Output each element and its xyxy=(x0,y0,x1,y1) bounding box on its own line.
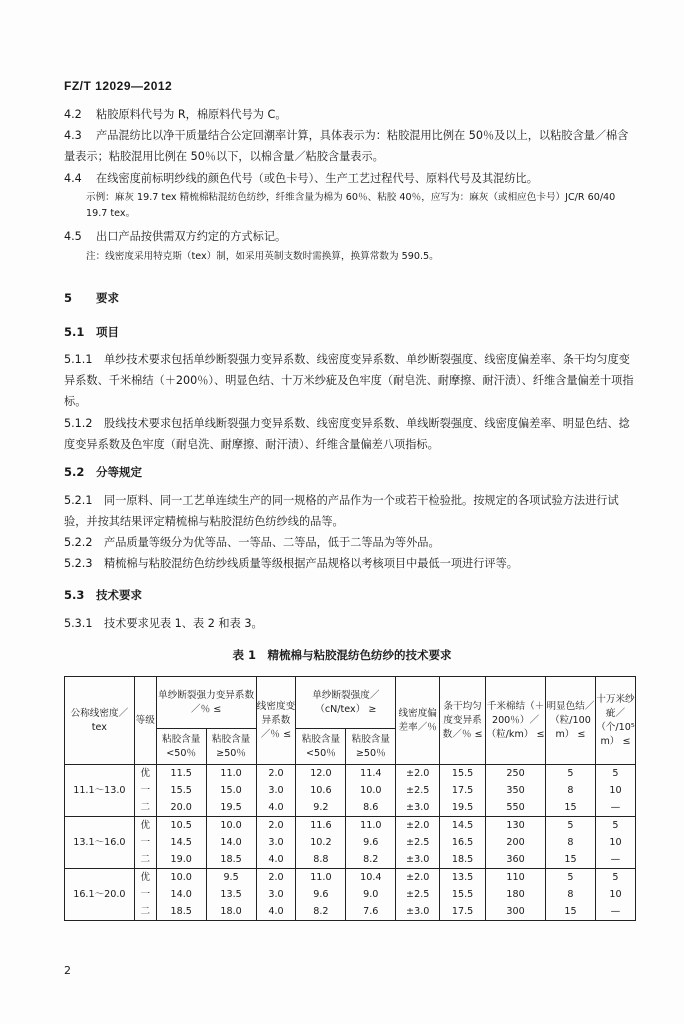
table-cell: ±2.0 xyxy=(396,869,440,887)
table-cell: 10.4 xyxy=(346,869,396,887)
clause-number: 4.2 xyxy=(64,108,82,121)
example-text: 示例：麻灰 19.7 tex 精梳棉粘混纺色纺纱，纤维含量为棉为 60％、粘胶 40％，应写为：麻灰（或相应色卡号）JC/R 60/40 19.7 tex。 xyxy=(86,192,616,219)
table-cell: — xyxy=(595,851,635,869)
clause-text: 精梳棉与粘胶混纺色纺纱线质量等级根据产品规格以考核项目中最低一项进行评等。 xyxy=(104,557,518,570)
section-title: 技术要求 xyxy=(96,588,142,602)
section-number: 5 xyxy=(64,291,73,305)
table-cell: 180 xyxy=(486,886,546,903)
clause-number: 5.2.1 xyxy=(64,494,93,507)
note-text: 注：线密度采用特克斯（tex）制，如采用英制支数时需换算，换算常数为 590.5。 xyxy=(86,251,439,262)
table-cell: 15.0 xyxy=(206,782,256,799)
table-cell: 11.5 xyxy=(156,765,206,783)
table-cell: ±2.0 xyxy=(396,817,440,835)
table-cell: 19.5 xyxy=(440,799,486,817)
clause-text: 产品混纺比以净干质量结合公定回潮率计算，具体表示为：粘胶混用比例在 50％及以上，以粘胶含量／棉含量表示；粘胶混用比例在 50％以下，以棉含量／粘胶含量表示。 xyxy=(64,129,629,163)
clause-4-3 xyxy=(64,125,634,167)
table-cell: 10.0 xyxy=(156,869,206,887)
table-cell: 11.0 xyxy=(346,817,396,835)
table-row xyxy=(65,834,636,851)
table-cell: 4.0 xyxy=(256,799,296,817)
section-number: 5.2 xyxy=(64,465,85,479)
table-cell: 14.5 xyxy=(156,834,206,851)
clause-4-2 xyxy=(64,104,634,125)
table-cell: 10.0 xyxy=(346,782,396,799)
table-row xyxy=(65,765,636,783)
table-cell: 4.0 xyxy=(256,903,296,921)
clause-number: 5.2.2 xyxy=(64,536,93,549)
table-cell: 12.0 xyxy=(296,765,346,783)
sub-header-ten-ge50: 粘胶含量 ≥50％ xyxy=(346,729,396,765)
table-row xyxy=(65,799,636,817)
table-cell: ±2.0 xyxy=(396,765,440,783)
table-cell: 3.0 xyxy=(256,782,296,799)
col-header-cv-strength: 单纱断裂强力变异系数／％ ≤ xyxy=(156,677,256,729)
table-cell: 一 xyxy=(134,782,156,799)
table-cell: 19.5 xyxy=(206,799,256,817)
density-range-cell: 13.1～16.0 xyxy=(65,817,135,869)
table-cell: 17.5 xyxy=(440,782,486,799)
sub-header-cv-lt50: 粘胶含量 <50％ xyxy=(156,729,206,765)
table-row xyxy=(65,782,636,799)
table-cell: 18.5 xyxy=(206,851,256,869)
table-cell: 8.2 xyxy=(296,903,346,921)
table-row xyxy=(65,817,636,835)
table-cell: 9.6 xyxy=(346,834,396,851)
table-cell: 5 xyxy=(545,869,595,887)
table-cell: 2.0 xyxy=(256,817,296,835)
table-cell: 200 xyxy=(486,834,546,851)
table-cell: 16.5 xyxy=(440,834,486,851)
table-cell: ±2.5 xyxy=(396,834,440,851)
table-row xyxy=(65,886,636,903)
table-cell: 二 xyxy=(134,903,156,921)
table-row xyxy=(65,903,636,921)
table-cell: 10.2 xyxy=(296,834,346,851)
table-cell: 8 xyxy=(545,782,595,799)
table-cell: 9.0 xyxy=(346,886,396,903)
sub-header-ten-lt50: 粘胶含量 <50％ xyxy=(296,729,346,765)
col-header-deviation: 线密度偏差率／％ xyxy=(396,677,440,765)
table-cell: 250 xyxy=(486,765,546,783)
section-title: 项目 xyxy=(96,325,119,339)
table-cell: 13.5 xyxy=(440,869,486,887)
table-cell: 15 xyxy=(545,851,595,869)
table-cell: 二 xyxy=(134,851,156,869)
table-cell: 10 xyxy=(595,782,635,799)
clause-4-5 xyxy=(64,226,634,247)
clause-number: 4.5 xyxy=(64,230,82,243)
table-cell: 一 xyxy=(134,886,156,903)
table-cell: 8.6 xyxy=(346,799,396,817)
table-cell: 360 xyxy=(486,851,546,869)
density-range-cell: 11.1～13.0 xyxy=(65,765,135,817)
table-cell: 5 xyxy=(545,817,595,835)
table-cell: 11.6 xyxy=(296,817,346,835)
table-cell: 10.5 xyxy=(156,817,206,835)
sub-header-cv-ge50: 粘胶含量 ≥50％ xyxy=(206,729,256,765)
table-cell: 11.0 xyxy=(206,765,256,783)
clause-number: 4.3 xyxy=(64,129,82,142)
table-cell: 9.2 xyxy=(296,799,346,817)
table-cell: 15.5 xyxy=(156,782,206,799)
page-number: 2 xyxy=(64,964,71,977)
table-cell: 9.6 xyxy=(296,886,346,903)
table-cell: 9.5 xyxy=(206,869,256,887)
table-cell: 20.0 xyxy=(156,799,206,817)
table-cell: 8 xyxy=(545,834,595,851)
clause-5-1-2 xyxy=(64,413,634,455)
col-header-evenness: 条干均匀度变异系数／％ ≤ xyxy=(440,677,486,765)
table-caption: 表 1 精梳棉与粘胶混纺色纺纱的技术要求 xyxy=(232,648,452,662)
table-cell: 二 xyxy=(134,799,156,817)
table-cell: 350 xyxy=(486,782,546,799)
table-cell: 550 xyxy=(486,799,546,817)
table-cell: 5 xyxy=(595,869,635,887)
table-cell: 13.5 xyxy=(206,886,256,903)
clause-text: 股线技术要求包括单线断裂强力变异系数、线密度变异系数、单线断裂强度、线密度偏差率、明显色结、捻度变异系数及色牢度（耐皂洗、耐摩擦、耐汗渍）、纤维含量偏差八项指标。 xyxy=(64,417,630,451)
table-cell: 优 xyxy=(134,869,156,887)
table-cell: 8.8 xyxy=(296,851,346,869)
clause-number: 5.2.3 xyxy=(64,557,93,570)
section-5-heading xyxy=(64,290,119,306)
table-cell: 4.0 xyxy=(256,851,296,869)
section-5-2-heading xyxy=(64,464,142,480)
clause-5-2-3 xyxy=(64,553,634,574)
table-cell: 17.5 xyxy=(440,903,486,921)
table-cell: 15 xyxy=(545,903,595,921)
table-cell: 7.6 xyxy=(346,903,396,921)
table-cell: 14.0 xyxy=(156,886,206,903)
table-cell: 18.0 xyxy=(206,903,256,921)
table-cell: 一 xyxy=(134,834,156,851)
table-cell: 2.0 xyxy=(256,869,296,887)
table-cell: 5 xyxy=(545,765,595,783)
clause-number: 5.3.1 xyxy=(64,617,93,630)
section-title: 要求 xyxy=(96,291,119,305)
table-cell: 10.6 xyxy=(296,782,346,799)
table-cell: 10 xyxy=(595,886,635,903)
clause-text: 出口产品按供需双方约定的方式标记。 xyxy=(96,230,287,243)
clause-number: 4.4 xyxy=(64,172,82,185)
section-title: 分等规定 xyxy=(96,465,142,479)
table-row xyxy=(65,869,636,887)
table-cell: 19.0 xyxy=(156,851,206,869)
table-cell: 18.5 xyxy=(156,903,206,921)
table-cell: ±2.5 xyxy=(396,782,440,799)
clause-5-2-1 xyxy=(64,490,634,532)
table-cell: 10 xyxy=(595,834,635,851)
clause-number: 5.1.2 xyxy=(64,417,93,430)
clause-5-2-2 xyxy=(64,532,634,553)
clause-text: 同一原料、同一工艺单连续生产的同一规格的产品作为一个或若干检验批。按规定的各项试验方法进行试验，并按其结果评定精梳棉与粘胶混纺色纺纱线的品等。 xyxy=(64,494,619,528)
table-cell: 8.2 xyxy=(346,851,396,869)
table-cell: 10.0 xyxy=(206,817,256,835)
table-cell: 15 xyxy=(545,799,595,817)
clause-text: 产品质量等级分为优等品、一等品、二等品，低于二等品为等外品。 xyxy=(104,536,440,549)
col-header-color-knot: 明显色结／（粒/100 m） ≤ xyxy=(545,677,595,765)
clause-text: 技术要求见表 1、表 2 和表 3。 xyxy=(104,617,263,630)
table-cell: 8 xyxy=(545,886,595,903)
section-number: 5.3 xyxy=(64,588,85,602)
table-cell: ±2.5 xyxy=(396,886,440,903)
clause-5-3-1 xyxy=(64,613,634,634)
table-cell: 14.5 xyxy=(440,817,486,835)
table-cell: 优 xyxy=(134,817,156,835)
col-header-tenacity: 单纱断裂强度／（cN/tex） ≥ xyxy=(296,677,396,729)
clause-number: 5.1.1 xyxy=(64,353,93,366)
table-cell: 优 xyxy=(134,765,156,783)
technical-requirements-table xyxy=(64,676,636,921)
table-cell: 110 xyxy=(486,869,546,887)
clause-4-4 xyxy=(64,168,634,189)
table-cell: 15.5 xyxy=(440,886,486,903)
table-cell: — xyxy=(595,903,635,921)
col-header-neps: 千米棉结（＋200％）／（粒/km） ≤ xyxy=(486,677,546,765)
col-header-faults: 十万米纱疵／（个/10⁵ m） ≤ xyxy=(595,677,635,765)
clause-text: 在线密度前标明纱线的颜色代号（或色卡号）、生产工艺过程代号、原料代号及其混纺比。 xyxy=(96,172,538,185)
table-row xyxy=(65,851,636,869)
section-number: 5.1 xyxy=(64,325,85,339)
col-header-density: 公称线密度／tex xyxy=(65,677,135,765)
col-header-grade: 等级 xyxy=(134,677,156,765)
table-cell: 5 xyxy=(595,765,635,783)
table-cell: 3.0 xyxy=(256,834,296,851)
table-cell: 11.4 xyxy=(346,765,396,783)
table-cell: 11.0 xyxy=(296,869,346,887)
table-cell: 5 xyxy=(595,817,635,835)
table-cell: ±3.0 xyxy=(396,799,440,817)
table-cell: 14.0 xyxy=(206,834,256,851)
standard-code-header: FZ/T 12029—2012 xyxy=(64,79,173,93)
table-cell: 18.5 xyxy=(440,851,486,869)
table-cell: 300 xyxy=(486,903,546,921)
clause-text: 单纱技术要求包括单纱断裂强力变异系数、线密度变异系数、单纱断裂强度、线密度偏差率、条干均匀度变异系数、千米棉结（＋200％）、明显色结、十万米纱疵及色牢度（耐皂洗、耐摩擦、耐汗渍）、纤维含量偏差十项指标。 xyxy=(64,353,634,408)
table-cell: 130 xyxy=(486,817,546,835)
section-5-1-heading xyxy=(64,324,119,340)
table-cell: ±3.0 xyxy=(396,851,440,869)
table-cell: 2.0 xyxy=(256,765,296,783)
clause-5-1-1 xyxy=(64,349,634,412)
section-5-3-heading xyxy=(64,587,142,603)
table-cell: 15.5 xyxy=(440,765,486,783)
table-cell: ±3.0 xyxy=(396,903,440,921)
table-cell: — xyxy=(595,799,635,817)
density-range-cell: 16.1～20.0 xyxy=(65,869,135,921)
clause-text: 粘胶原料代号为 R，棉原料代号为 C。 xyxy=(96,108,287,121)
table-cell: 3.0 xyxy=(256,886,296,903)
col-header-cv-density: 线密度变异系数／％ ≤ xyxy=(256,677,296,765)
